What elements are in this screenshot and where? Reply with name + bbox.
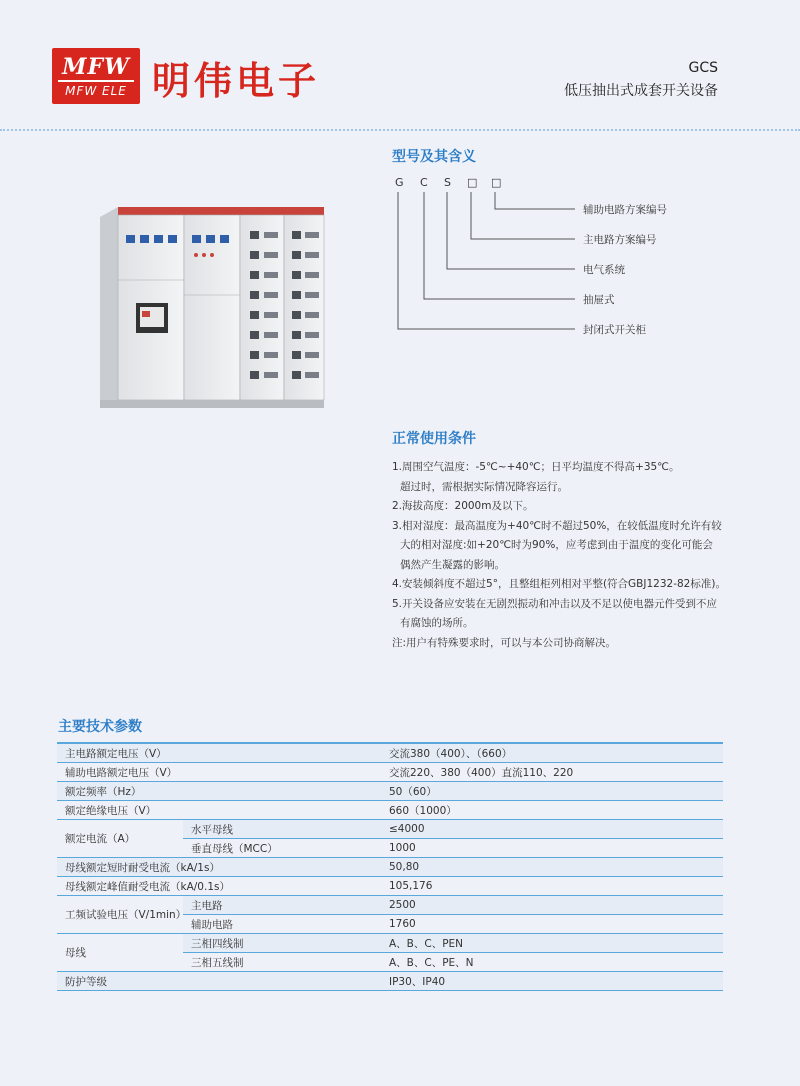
- spec-param: 额定电流（A）: [57, 820, 183, 858]
- spec-param: 母线额定短时耐受电流（kA/1s）: [57, 858, 381, 877]
- model-meaning-main: 主电路方案编号: [583, 234, 657, 246]
- spec-param: 额定绝缘电压（V）: [57, 801, 381, 820]
- model-letter-s: S: [444, 176, 451, 189]
- conditions-list: [392, 458, 742, 653]
- condition-line: 有腐蚀的场所。: [400, 617, 474, 629]
- spec-value: 1760: [381, 915, 723, 934]
- spec-param: 额定频率（Hz）: [57, 782, 381, 801]
- spec-subparam: 三相四线制: [183, 934, 381, 953]
- spec-param: 母线: [57, 934, 183, 972]
- table-row: [57, 934, 723, 953]
- condition-line: 超过时，需根据实际情况降容运行。: [400, 480, 568, 493]
- condition-line: 2.海拔高度：2000m及以下。: [392, 500, 534, 512]
- spec-subparam: 辅助电路: [183, 915, 381, 934]
- model-meaning-drawer: 抽屉式: [583, 294, 615, 306]
- spec-value: 交流380（400）、（660）: [381, 743, 723, 763]
- spec-subparam: 水平母线: [183, 820, 381, 839]
- brand-name: 明伟电子: [152, 59, 321, 103]
- product-code: GCS: [688, 60, 718, 76]
- logo-subtext: MFW ELE: [58, 80, 134, 98]
- switchgear-cabinet-image: [100, 205, 330, 410]
- spec-value: IP30、IP40: [381, 972, 723, 991]
- condition-line: 4.安装倾斜度不超过5°，且整组柜列相对平整(符合GBJ1232-82标准)。: [392, 578, 726, 590]
- spec-value: 2500: [381, 896, 723, 915]
- table-row: [57, 820, 723, 839]
- spec-subparam: 三相五线制: [183, 953, 381, 972]
- model-meaning-aux: 辅助电路方案编号: [583, 204, 667, 216]
- condition-note: 注:用户有特殊要求时，可以与本公司协商解决。: [392, 636, 617, 649]
- condition-line: 5.开关设备应安装在无剧烈振动和冲击以及不足以使电器元件受到不应: [392, 597, 718, 610]
- product-title: 低压抽出式成套开关设备: [564, 83, 718, 99]
- table-row: [57, 763, 723, 782]
- company-logo: [52, 48, 140, 104]
- table-row: [57, 782, 723, 801]
- spec-param: 主电路额定电压（V）: [57, 743, 381, 763]
- model-letter-c: C: [420, 176, 428, 189]
- logo-mark: MFW: [62, 54, 130, 80]
- spec-param: 母线额定峰值耐受电流（kA/0.1s）: [57, 877, 381, 896]
- spec-param: 辅助电路额定电压（V）: [57, 763, 381, 782]
- condition-line: 3.相对湿度：最高温度为+40℃时不超过50%，在较低温度时允许有较: [392, 519, 722, 532]
- spec-param: 防护等级: [57, 972, 381, 991]
- conditions-section-title: 正常使用条件: [392, 431, 476, 447]
- condition-line: 1.周围空气温度：-5℃~+40℃；日平均温度不得高+35℃。: [392, 461, 680, 473]
- header-divider: [0, 129, 800, 131]
- spec-value: 105,176: [381, 877, 723, 896]
- model-meaning-enclosed: 封闭式开关柜: [583, 324, 646, 336]
- specs-section-title: 主要技术参数: [58, 719, 142, 735]
- table-row: [57, 858, 723, 877]
- spec-value: 50（60）: [381, 782, 723, 801]
- spec-subparam: 主电路: [183, 896, 381, 915]
- table-row: [57, 896, 723, 915]
- table-row: [57, 743, 723, 763]
- spec-subparam: 垂直母线（MCC）: [183, 839, 381, 858]
- table-row: [57, 801, 723, 820]
- table-row: [57, 877, 723, 896]
- spec-value: 交流220、380（400）直流110、220: [381, 763, 723, 782]
- model-diagram: [385, 170, 685, 345]
- specs-table: [57, 742, 723, 991]
- model-letter-g: G: [395, 176, 404, 189]
- spec-value: ≤4000: [381, 820, 723, 839]
- spec-value: A、B、C、PEN: [381, 934, 723, 953]
- model-meaning-elec: 电气系统: [583, 264, 625, 276]
- model-letter-box1: □: [467, 176, 478, 189]
- spec-value: 50,80: [381, 858, 723, 877]
- condition-line: 偶然产生凝露的影响。: [400, 558, 505, 571]
- spec-value: A、B、C、PE、N: [381, 953, 723, 972]
- spec-param: 工频试验电压（V/1min）: [57, 896, 183, 934]
- table-row: [57, 972, 723, 991]
- model-section-title: 型号及其含义: [392, 149, 476, 165]
- model-letter-box2: □: [491, 176, 502, 189]
- spec-value: 1000: [381, 839, 723, 858]
- condition-line: 大的相对湿度:如+20℃时为90%，应考虑到由于温度的变化可能会: [400, 539, 713, 551]
- spec-value: 660（1000）: [381, 801, 723, 820]
